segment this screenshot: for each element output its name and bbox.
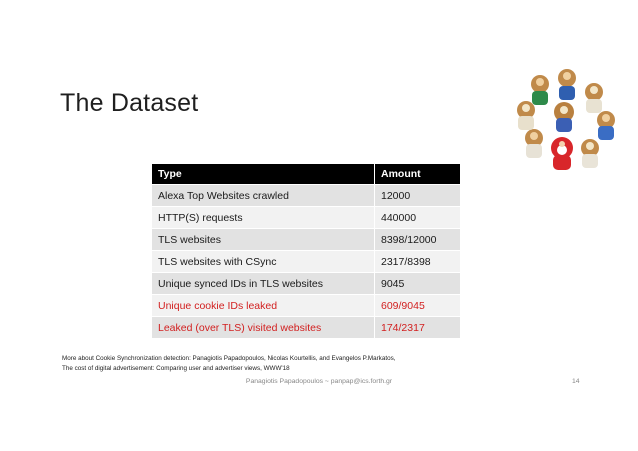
cookie-figure [558, 69, 576, 100]
footnote [62, 354, 395, 374]
row-type: Leaked (over TLS) visited websites [152, 317, 375, 339]
cookie-figure [554, 102, 574, 132]
dataset-table [152, 164, 460, 338]
row-type: Alexa Top Websites crawled [152, 185, 375, 207]
row-type: HTTP(S) requests [152, 207, 375, 229]
row-type: TLS websites with CSync [152, 251, 375, 273]
slide-title: The Dataset [60, 89, 199, 117]
row-amount: 9045 [375, 273, 461, 295]
table-row [152, 207, 460, 229]
page-number: 14 [572, 378, 580, 385]
row-type: Unique synced IDs in TLS websites [152, 273, 375, 295]
footnote-line: More about Cookie Synchronization detection: Panagiotis Papadopoulos, Nicolas Kourtellis, and Evangelos P.Markatos, [62, 355, 396, 362]
row-amount: 12000 [375, 185, 461, 207]
column-header-amount: Amount [375, 164, 461, 185]
footnote-line: The cost of digital advertisement: Comparing user and advertiser views, WWW'18 [62, 365, 290, 372]
row-type: TLS websites [152, 229, 375, 251]
table-header-row [152, 164, 460, 185]
santa-cookie [551, 137, 573, 170]
cookie-figure [585, 83, 603, 113]
column-header-type: Type [152, 164, 375, 185]
cookie-figure [597, 111, 615, 140]
table-row [152, 273, 460, 295]
row-amount: 440000 [375, 207, 461, 229]
table-row-highlighted [152, 295, 460, 317]
table-row [152, 185, 460, 207]
row-amount: 609/9045 [375, 295, 461, 317]
row-type: Unique cookie IDs leaked [152, 295, 375, 317]
cookie-figure [525, 129, 543, 158]
table-row [152, 251, 460, 273]
row-amount: 8398/12000 [375, 229, 461, 251]
table-row [152, 229, 460, 251]
cookie-figure [517, 101, 535, 130]
row-amount: 2317/8398 [375, 251, 461, 273]
row-amount: 174/2317 [375, 317, 461, 339]
cookie-figure [531, 75, 549, 105]
cookie-figure [581, 139, 599, 168]
table-row-highlighted [152, 317, 460, 339]
footer-author: Panagiotis Papadopoulos ~ panpap@ics.forth.gr [245, 378, 393, 385]
gingerbread-cookies-illustration [512, 64, 622, 174]
